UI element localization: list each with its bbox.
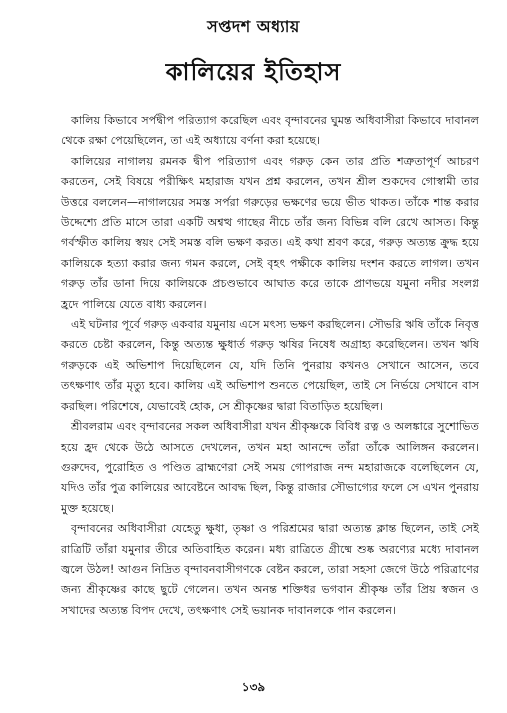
paragraph: শ্রীবলরাম এবং বৃন্দাবনের সকল অধিবাসীরা যখন শ্রীকৃষ্ণকে বিবিধ রত্ন ও অলঙ্কারে সুশোভিত হয়ে হ্রদ থেকে উঠে আসতে দেখলেন, তখন মহা আনন্দে তাঁরা তাঁকে আলিঙ্গন করলেন। গুরুদেব, পুরোহিত ও পণ্ডিত ব্রাহ্মণেরা সেই সময় গোপরাজ নন্দ মহারাজকে বলেছিলেন যে, যদিও তাঁর পুত্র কালিয়ের আবেষ্টনে আবদ্ধ ছিল, কিন্তু রাজার সৌভাগ্যের ফলে সে এখন পুনরায় মুক্ত হয়েছে। (61, 420, 479, 515)
chapter-heading: সপ্তদশ অধ্যায় (207, 17, 300, 36)
page-number: ১৩৯ (241, 680, 266, 694)
paragraph: এই ঘটনার পূর্বে গরুড় একবার যমুনায় এসে মৎস্য ভক্ষণ করছিলেন। সৌভরি ঋষি তাঁকে নিবৃত্ত করতে চেষ্টা করলেন, কিন্তু অত্যন্ত ক্ষুধার্ত গরুড় ঋষির নিষেধ অগ্রাহ্য করেছিলেন। তখন ঋষি গরুড়কে এই অভিশাপ দিয়েছিলেন যে, যদি তিনি পুনরায় কখনও সেখানে আসেন, তবে তৎক্ষণাৎ তাঁর মৃত্যু হবে। কালিয় এই অভিশাপ শুনতে পেয়েছিল, তাই সে নির্ভয়ে সেখানে বাস করছিল। পরিশেষে, যেভাবেই হোক, সে শ্রীকৃষ্ণের দ্বারা বিতাড়িত হয়েছিল। (61, 318, 479, 413)
chapter-title: কালিয়ের ইতিহাস (165, 58, 342, 86)
body-text (61, 111, 479, 621)
paragraph: বৃন্দাবনের অধিবাসীরা যেহেতু ক্ষুধা, তৃষ্ণা ও পরিশ্রমের দ্বারা অত্যন্ত ক্লান্ত ছিলেন, তাই সেই রাত্রিটি তাঁরা যমুনার তীরে অতিবাহিত করেন। মধ্য রাত্রিতে গ্রীষ্মে শুষ্ক অরণ্যের মধ্যে দাবানল জ্বলে উঠল! আগুন নিদ্রিত বৃন্দাবনবাসীগণকে বেষ্টন করলে, তারা সহসা জেগে উঠে পরিত্রাণের জন্য শ্রীকৃষ্ণের কাছে ছুটে গেলেন। তখন অনন্ত শক্তিধর ভগবান শ্রীকৃষ্ণ তাঁর প্রিয় স্বজন ও সখাদের অত্যন্ত বিপদ দেখে, তৎক্ষণাৎ সেই ভয়ানক দাবানলকে পান করলেন। (61, 522, 479, 617)
paragraph: কালিয়ের নাগালয় রমনক দ্বীপ পরিত্যাগ এবং গরুড় কেন তার প্রতি শত্রুতাপূর্ণ আচরণ করতেন, সেই বিষয়ে পরীক্ষিৎ মহারাজ যখন প্রশ্ন করলেন, তখন শ্রীল শুকদেব গোস্বামী তার উত্তরে বললেন—নাগালয়ের সমস্ত সর্পরা গরুড়ের ভক্ষণের ভয়ে ভীত থাকত। তাঁকে শান্ত করার উদ্দেশ্যে প্রতি মাসে তারা একটি অশ্বত্থ গাছের নীচে তাঁর জন্য বিভিন্ন বলি রেখে আসত। কিন্তু গর্বস্ফীত কালিয় স্বয়ং সেই সমস্ত বলি ভক্ষণ করত। এই কথা শ্রবণ করে, গরুড় অত্যন্ত ক্রুদ্ধ হয়ে কালিয়কে হত্যা করার জন্য গমন করলে, সেই বৃহৎ পক্ষীকে কালিয় দংশন করতে লাগল। তখন গরুড় তাঁর ডানা দিয়ে কালিয়কে প্রচণ্ডভাবে আঘাত করে তাকে প্রাণভয়ে যমুনা নদীর সংলগ্ন হ্রদে পালিয়ে যেতে বাধ্য করলেন। (61, 154, 479, 311)
paragraph: কালিয় কিভাবে সর্পদ্বীপ পরিত্যাগ করেছিল এবং বৃন্দাবনের ঘুমন্ত অধিবাসীরা কিভাবে দাবানল থেকে রক্ষা পেয়েছিলেন, তা এই অধ্যায়ে বর্ণনা করা হয়েছে। (61, 114, 479, 148)
